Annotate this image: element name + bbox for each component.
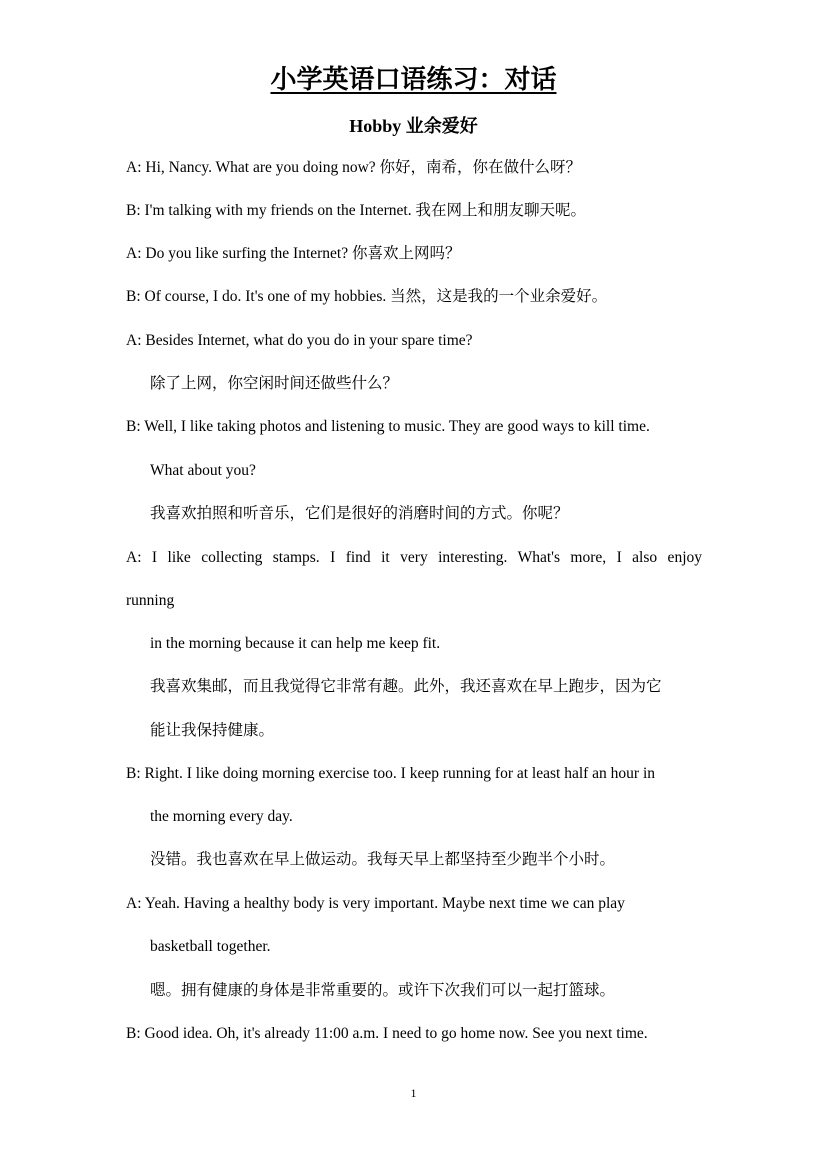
dialogue-line: B: Well, I like taking photos and listening to music. They are good ways to kill time. [126, 418, 650, 435]
dialogue-line: A: Besides Internet, what do you do in your spare time? [126, 332, 473, 349]
dialogue-line: A: Do you like surfing the Internet? 你喜欢上网吗？ [126, 245, 461, 262]
dialogue-line-translation: 嗯。拥有健康的身体是非常重要的。或许下次我们可以一起打篮球。 [150, 982, 616, 999]
dialogue-line: A: Hi, Nancy. What are you doing now? 你好，南希，你在做什么呀？ [126, 159, 582, 176]
dialogue-line-continuation: running [126, 592, 175, 609]
dialogue-line: B: I'm talking with my friends on the Internet. 我在网上和朋友聊天呢。 [126, 202, 586, 219]
dialogue-line-translation: 我喜欢集邮，而且我觉得它非常有趣。此外，我还喜欢在早上跑步，因为它 [150, 678, 662, 695]
dialogue-line: B: Good idea. Oh, it's already 11:00 a.m. I need to go home now. See you next time. [126, 1025, 648, 1042]
dialogue-line: B: Of course, I do. It's one of my hobbies. 当然，这是我的一个业余爱好。 [126, 288, 608, 305]
dialogue-line-continuation: in the morning because it can help me keep fit. [150, 635, 441, 652]
dialogue-line-translation: 能让我保持健康。 [150, 722, 275, 739]
dialogue-line-translation: 除了上网，你空闲时间还做些什么？ [150, 375, 399, 392]
dialogue-line: A: Yeah. Having a healthy body is very important. Maybe next time we can play [126, 895, 625, 912]
page-title: 小学英语口语练习：对话 [270, 65, 557, 94]
dialogue-line-continuation: basketball together. [150, 938, 271, 955]
page-subtitle: Hobby 业余爱好 [349, 116, 478, 136]
dialogue-line: B: Right. I like doing morning exercise too. I keep running for at least half an hour in [126, 765, 656, 782]
dialogue-line-translation: 我喜欢拍照和听音乐，它们是很好的消磨时间的方式。你呢？ [150, 505, 569, 522]
page-number: 1 [410, 1086, 417, 1100]
dialogue-line-continuation: What about you? [150, 462, 256, 479]
dialogue-line: A: I like collecting stamps. I find it very interesting. What's more, I also enjoy [126, 549, 702, 566]
dialogue-line-translation: 没错。我也喜欢在早上做运动。我每天早上都坚持至少跑半个小时。 [150, 851, 616, 868]
dialogue-line-continuation: the morning every day. [150, 808, 293, 825]
